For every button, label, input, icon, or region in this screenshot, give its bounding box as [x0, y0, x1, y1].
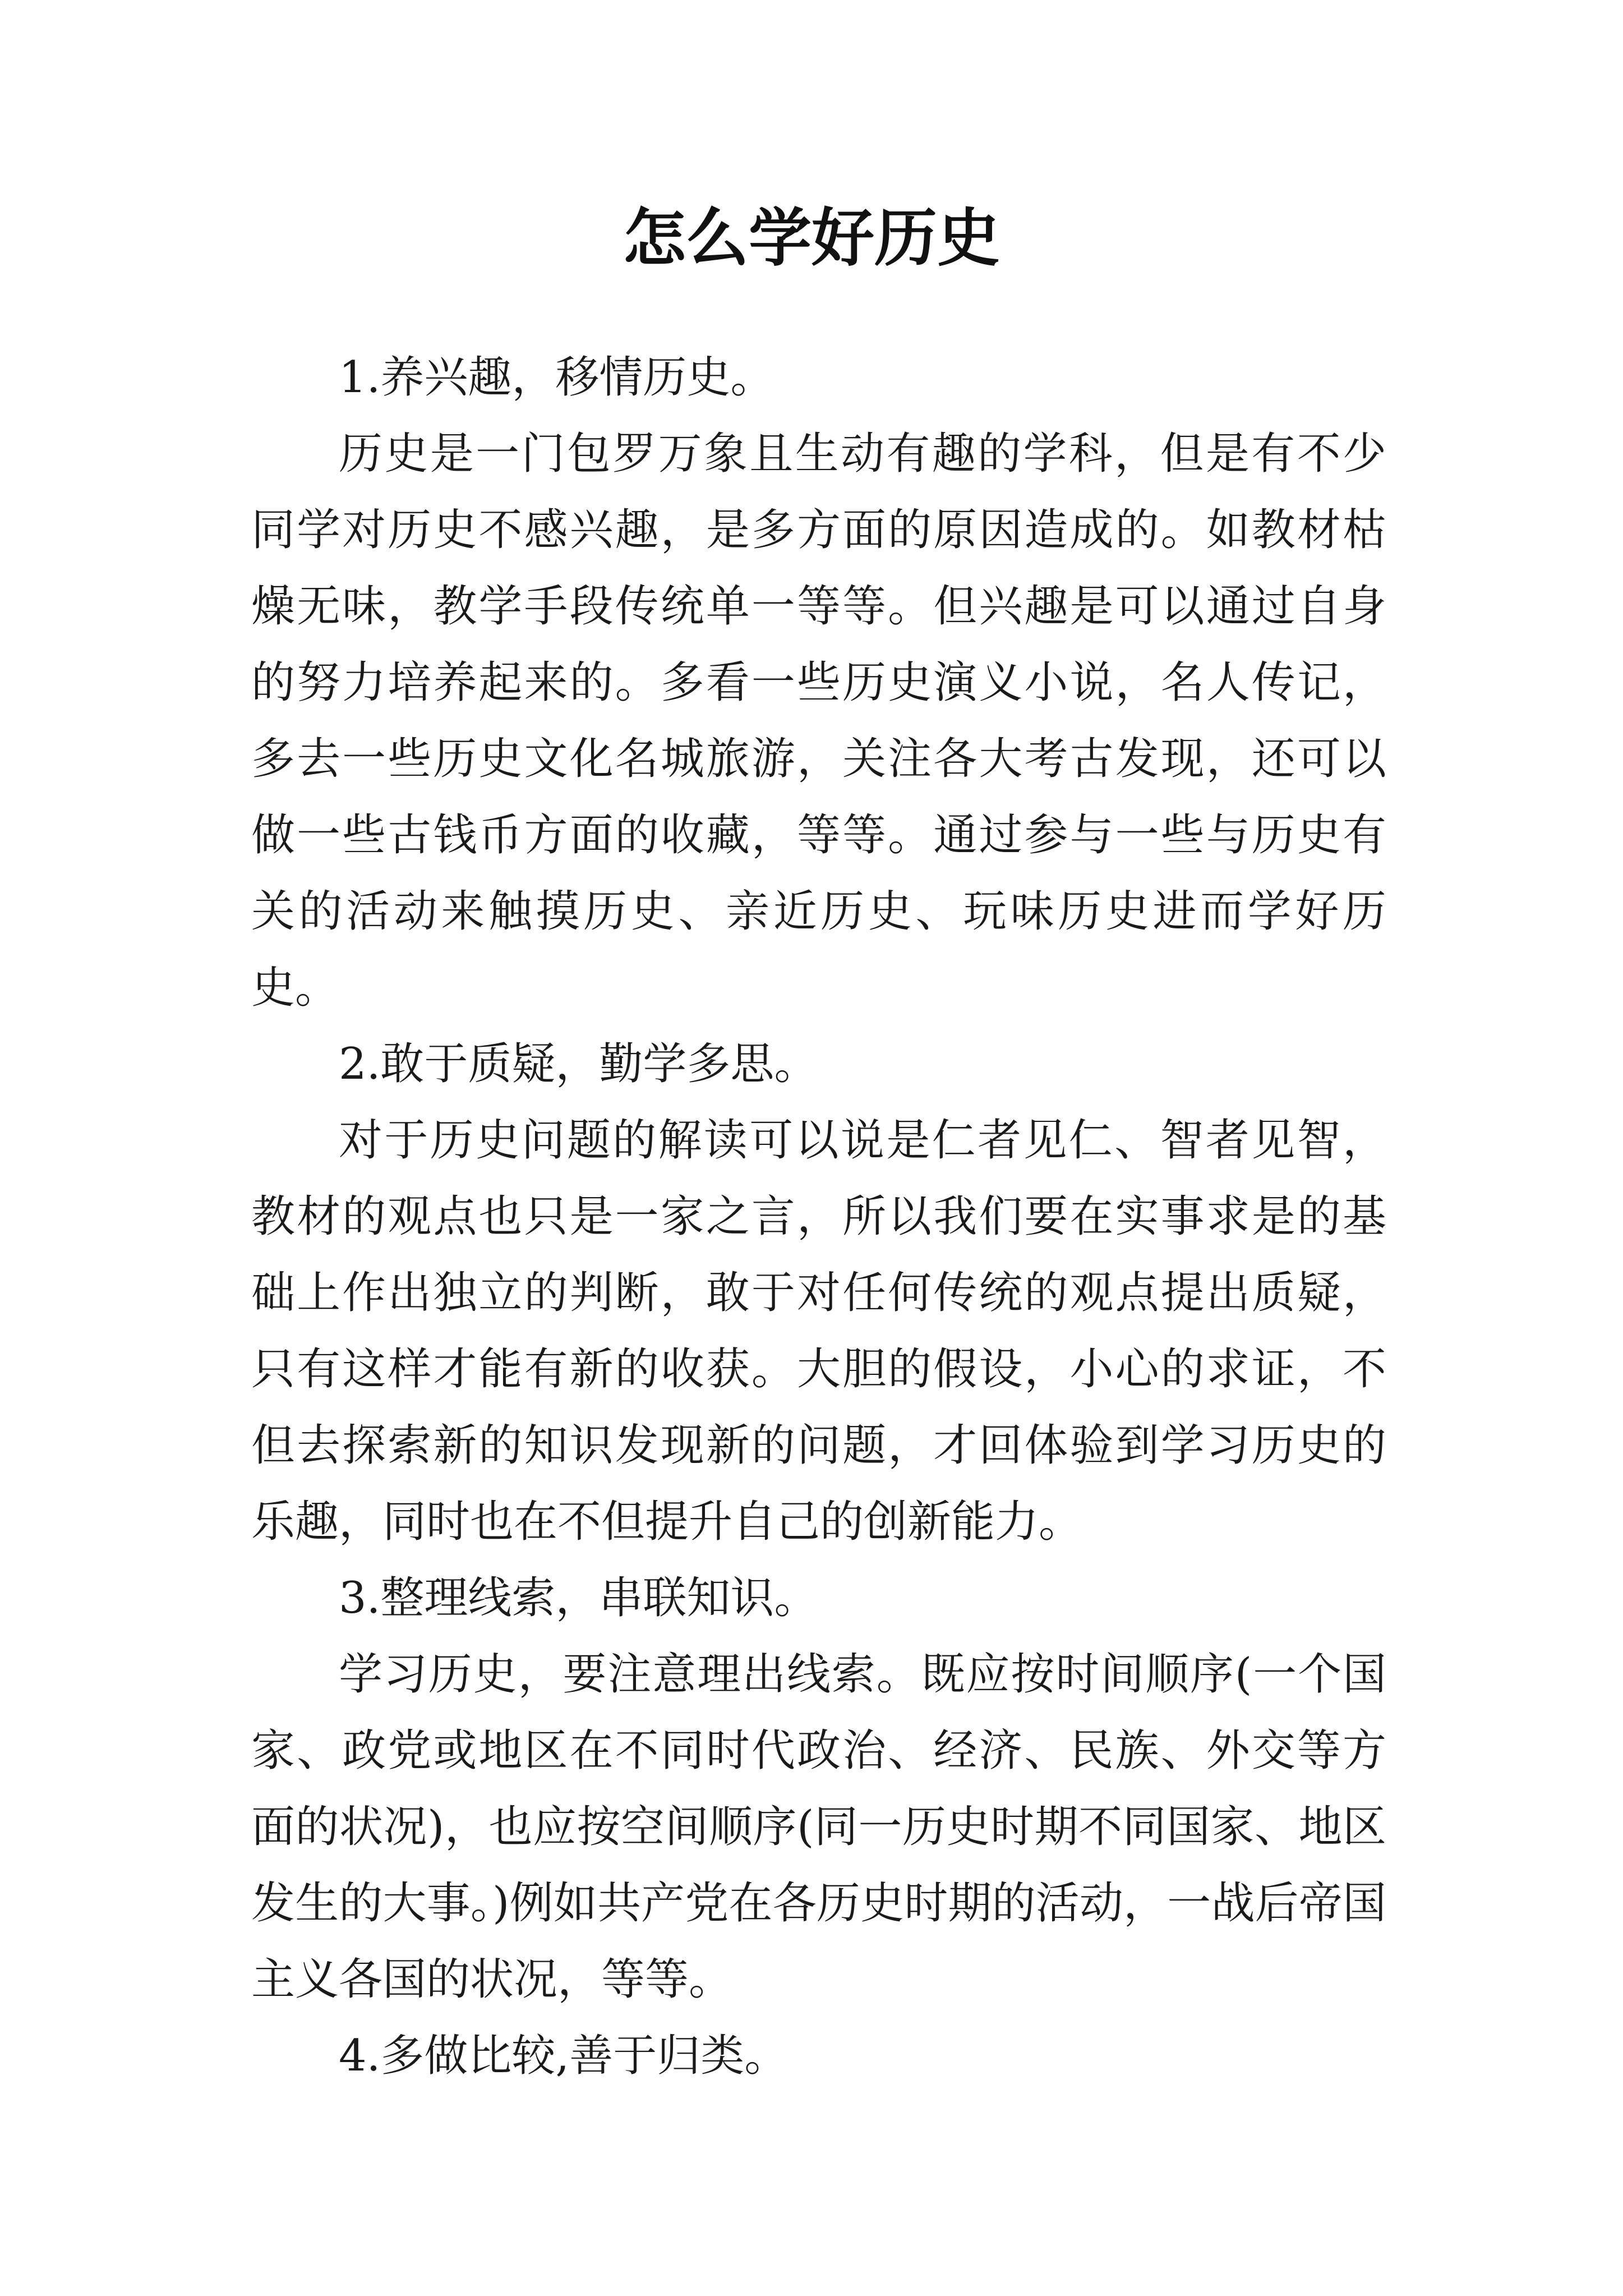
paragraph-2: 对于历史问题的解读可以说是仁者见仁、智者见智，教材的观点也只是一家之言，所以我们要在实事求是的基础上作出独立的判断，敢于对任何传统的观点提出质疑，只有这样才能有新的收获。大胆的假设，小心的求证，不但去探索新的知识发现新的问题，才回体验到学习历史的乐趣，同时也在不但提升自己的创新能力。 [251, 1115, 1386, 1547]
section-heading-2: 2.敢于质疑，勤学多思。 [339, 1039, 818, 1089]
section-heading-3: 3.整理线索，串联知识。 [339, 1573, 818, 1623]
document-title: 怎么学好历史 [623, 201, 1000, 275]
paragraph-1: 历史是一门包罗万象且生动有趣的学科，但是有不少同学对历史不感兴趣，是多方面的原因造成的。如教材枯燥无味，教学手段传统单一等等。但兴趣是可以通过自身的努力培养起来的。多看一些历史演义小说，名人传记，多去一些历史文化名城旅游，关注各大考古发现，还可以做一些古钱币方面的收藏，等等。通过参与一些与历史有关的活动来触摸历史、亲近历史、玩味历史进而学好历史。 [251, 429, 1386, 1013]
paragraph-3: 学习历史，要注意理出线索。既应按时间顺序(一个国家、政党或地区在不同时代政治、经济、民族、外交等方面的状况)，也应按空间顺序(同一历史时期不同国家、地区发生的大事。)例如共产党在各历史时期的活动，一战后帝国主义各国的状况，等等。 [251, 1649, 1386, 2005]
section-heading-1: 1.养兴趣，移情历史。 [339, 352, 774, 403]
section-heading-4: 4.多做比较,善于归类。 [339, 2031, 789, 2081]
document-body [251, 339, 1386, 2094]
